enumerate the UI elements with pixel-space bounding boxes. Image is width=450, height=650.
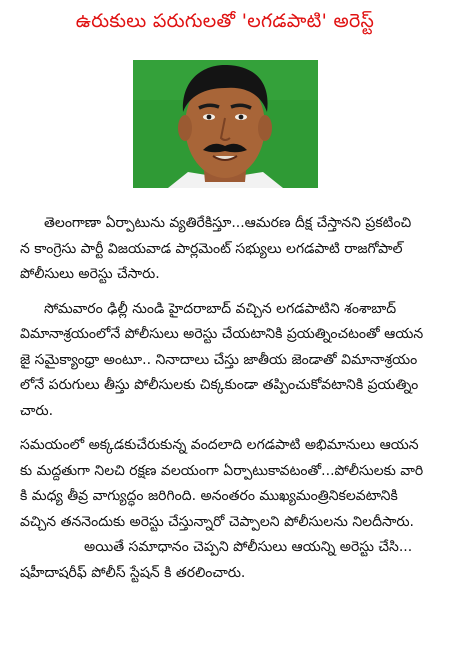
text-line: లోనే పరుగులు తీస్తు పోలీసులకు చిక్కకుండా తప్పించుకోవటానికి ప్రయత్నిం [20,377,419,393]
portrait-photo [133,60,318,188]
paragraph-2 [20,297,440,425]
text-line: చారు. [20,402,54,419]
paragraph-1 [20,211,440,288]
headline: ఉరుకులు పరుగులతో 'లగడపాటి' అరెస్ట్ [75,10,375,32]
text-line: సమయంలో అక్కడకుచేరుకున్న వందలాది లగడపాటి అభిమానులు ఆయన [20,437,419,453]
text-line: పోలీసులు అరెస్టు చేసారు. [20,266,160,282]
text-line: జై సమైక్యాంధ్రా అంటూ.. నినాదాలు చేస్తు జాతీయ జెండాతో విమానాశ్రయం [20,351,418,368]
text-line: విమానాశ్రయంలోనే పోలీసులు అరెస్టు చేయటానికి ప్రయత్నించటంతో ఆయన [20,326,424,342]
text-line: న కాంగ్రెసు పార్టీ విజయవాడ పార్లమెంట్ సభ్యులు లగడపాటి రాజగోపాల్ [20,240,403,257]
text-line: వచ్చిన తననెందుకు అరెస్టు చేస్తున్నారో చెప్పాలని పోలీసులను నిలదీసారు. [20,513,414,530]
text-line: షహీదాషరీఫ్ పోలీస్ స్టేషన్ కి తరలించారు. [20,564,246,581]
text-line: సోమవారం ఢిల్లీ నుండి హైదరాబాద్ వచ్చిన లగడపాటిని శంశాబాద్ [44,300,397,317]
text-line: కు మద్దతుగా నిలచి రక్షణ వలయంగా ఏర్పాటుకావటంతో...పోలీసులకు వారి [20,462,424,479]
text-line: అయితే సమాధానం చెప్పని పోలీసులు ఆయన్ని అరెస్టు చేసి... [84,539,413,555]
text-line: తెలంగాణా ఏర్పాటును వ్యతిరేకిస్తూ...ఆమరణ దీక్ష చేస్తానని ప్రకటించి [44,215,412,231]
article-body [20,211,440,586]
text-line: కి మధ్య తీవ్ర వాగ్యుద్ధం జరిగింది. అనంతరం ముఖ్యమంత్రినికలవటానికి [20,488,398,504]
paragraph-3 [20,433,440,586]
portrait-illustration [133,60,318,188]
